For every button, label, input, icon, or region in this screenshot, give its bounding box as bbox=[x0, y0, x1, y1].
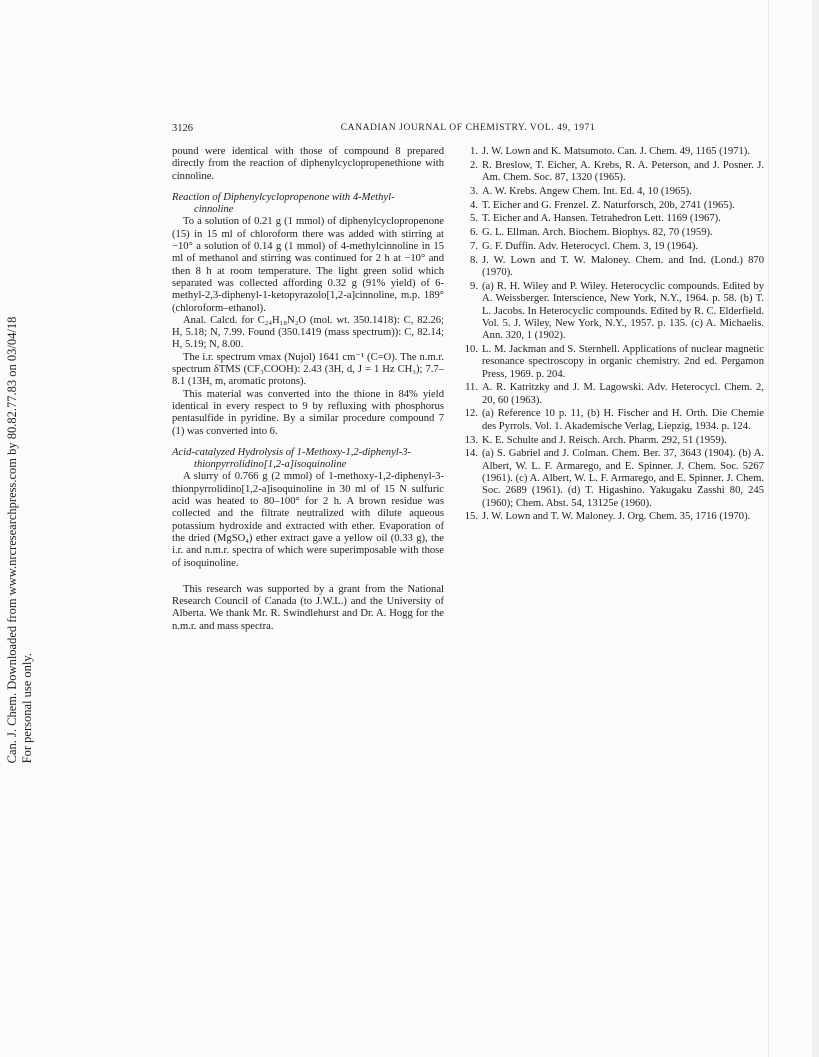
reference-list bbox=[462, 146, 764, 524]
reference-item: 11. A. R. Katritzky and J. M. Lagowski. Adv. Heterocycl. Chem. 2, 20, 60 (1963). bbox=[465, 382, 764, 406]
section-heading-2 bbox=[172, 447, 444, 472]
spectrum-paragraph: The i.r. spectrum νmax (Nujol) 1641 cm⁻¹ (C=O). The n.m.r. spectrum δTMS (CF₃COOH): 2.43 (3H, d, J = 1 Hz CH₃); 7.7–8.1 (13H, m, aromatic protons). bbox=[172, 351, 444, 388]
reference-item: 4. T. Eicher and G. Frenzel. Z. Naturforsch, 20b, 2741 (1965). bbox=[470, 199, 735, 211]
hydrolysis-paragraph: A slurry of 0.766 g (2 mmol) of 1-methoxy-1,2-diphenyl-3-thionpyrrolidino[1,2-a]isoquinoline in 30 ml of 15 N sulfuric acid was heated to 80–100° for 2 h. A brown residue was collected and the filtrate neutralized with dilute aqueous potassium hydroxide and extracted with ether. Evaporation of the dried (MgSO₄) ether extract gave a yellow oil (0.33 g), the i.r. and n.m.r. spectra of which were superimposable with those of isoquinoline. bbox=[172, 471, 444, 569]
scan-edge-line bbox=[768, 0, 769, 1057]
references-column bbox=[462, 146, 764, 525]
left-column bbox=[172, 146, 444, 633]
journal-title: CANADIAN JOURNAL OF CHEMISTRY. VOL. 49, 1971 bbox=[340, 123, 596, 133]
reference-item: 12. (a) Reference 10 p. 11, (b) H. Fischer and H. Orth. Die Chemie des Pyrrols. Vol. 1. Akademische Verlag, Liepzig, 1934. p. 124. bbox=[464, 408, 764, 432]
reference-item: 5. T. Eicher and A. Hansen. Tetrahedron Lett. 1169 (1967). bbox=[470, 213, 721, 225]
reference-item: 15. J. W. Lown and T. W. Maloney. J. Org. Chem. 35, 1716 (1970). bbox=[464, 511, 751, 523]
download-notice: Can. J. Chem. Downloaded from www.nrcresearchpress.com by 80.82.77.83 on 03/04/18 bbox=[5, 316, 19, 764]
download-watermark bbox=[5, 317, 35, 764]
section-heading-1 bbox=[172, 192, 444, 217]
section-heading-1-line1: Reaction of Diphenylcyclopropenone with 4-Methyl- bbox=[172, 191, 395, 203]
reference-item: 13. K. E. Schulte and J. Reisch. Arch. Pharm. 292, 51 (1959). bbox=[464, 434, 727, 446]
reference-item: 7. G. F. Duffin. Adv. Heterocycl. Chem. 3, 19 (1964). bbox=[470, 241, 698, 253]
reference-item: 10. L. M. Jackman and S. Sternhell. Applications of nuclear magnetic resonance spectroscopy in organic chemistry. 2nd ed. Pergamon Press, 1969. p. 204. bbox=[464, 343, 764, 380]
reference-item: 6. G. L. Ellman. Arch. Biochem. Biophys. 82, 70 (1959). bbox=[470, 227, 713, 239]
reference-item: 2. R. Breslow, T. Eicher, A. Krebs, R. A. Peterson, and J. Posner. J. Am. Chem. Soc. 87, 1320 (1965). bbox=[470, 159, 764, 184]
intro-paragraph: pound were identical with those of compound 8 prepared directly from the reaction of diphenylcyclopropenethione with cinnoline. bbox=[172, 146, 444, 182]
running-header bbox=[172, 123, 764, 137]
acknowledgement-paragraph: This research was supported by a grant from the National Research Council of Canada (to J.W.L.) and the University of Alberta. We thank Mr. R. Swindlehurst and Dr. A. Hogg for the n.m.r. and mass spectra. bbox=[172, 583, 444, 632]
reference-item: 9. (a) R. H. Wiley and P. Wiley. Heterocyclic compounds. Edited by A. Weissberger. Interscience, New York, N.Y., 1964. p. 58. (b) T. L. Jacobs. In Heterocyclic compounds. Edited by R. C. Elderfield. Vol. 5. J. Wiley, New York, N.Y., 1957. p. 135. (c) A. Michaelis. Ann. 320, 1 (1902). bbox=[470, 280, 764, 342]
reference-item: 8. J. W. Lown and T. W. Maloney. Chem. and Ind. (Lond.) 870 (1970). bbox=[470, 254, 764, 279]
scan-edge-shadow bbox=[812, 0, 819, 1057]
analysis-paragraph: Anal. Calcd. for C₂₄H₁₈N₂O (mol. wt. 350.1418): C, 82.26; H, 5.18; N, 7.99. Found (350.1419 (mass spectrum)): C, 82.14; H, 5.19; N, 8.00. bbox=[172, 314, 444, 351]
section-heading-2-line2: thionpyrrolidino[1,2-a]isoquinoline bbox=[194, 459, 347, 471]
section-heading-1-line2: cinnoline bbox=[194, 204, 234, 216]
reference-item: 3. A. W. Krebs. Angew Chem. Int. Ed. 4, 10 (1965). bbox=[470, 185, 692, 197]
reference-item: 1. J. W. Lown and K. Matsumoto. Can. J. Chem. 49, 1165 (1971). bbox=[470, 146, 750, 157]
section-heading-2-line1: Acid-catalyzed Hydrolysis of 1-Methoxy-1,2-diphenyl-3- bbox=[172, 446, 412, 458]
personal-use-notice: For personal use only. bbox=[20, 653, 34, 764]
reference-item: 14. (a) S. Gabriel and J. Colman. Chem. Ber. 37, 3643 (1904). (b) A. Albert, W. L. F. Armarego, and E. Spinner. J. Chem. Soc. 5267 (1961). (c) A. Albert, W. L. F. Armarego, and E. Spinner. J. Chem. Soc. 2689 (1961). (d) T. Higashino. Yakugaku Zasshi 80, 245 (1960); Chem. Abst. 54, 13125e (1960). bbox=[464, 448, 764, 509]
procedure-paragraph: To a solution of 0.21 g (1 mmol) of diphenylcyclopropenone (15) in 15 ml of chloroform there was added with stirring at −10° a solution of 0.14 g (1 mmol) of 4-methylcinnoline in 15 ml of methanol and stirring was continued for 2 h at −10° and then 8 h at room temperature. The light green solid which separated was collected affording 0.32 g (91% yield) of 6-methyl-2,3-diphenyl-1-ketopyrazolo[1,2-a]cinnoline, m.p. 189° (chloroform–ethanol). bbox=[172, 216, 444, 314]
page-number: 3126 bbox=[172, 123, 193, 134]
thione-paragraph: This material was converted into the thione in 84% yield identical in every respect to 9 by refluxing with phosphorus pentasulfide in pyridine. By a similar procedure compound 7 (1) was converted into 6. bbox=[172, 388, 444, 437]
